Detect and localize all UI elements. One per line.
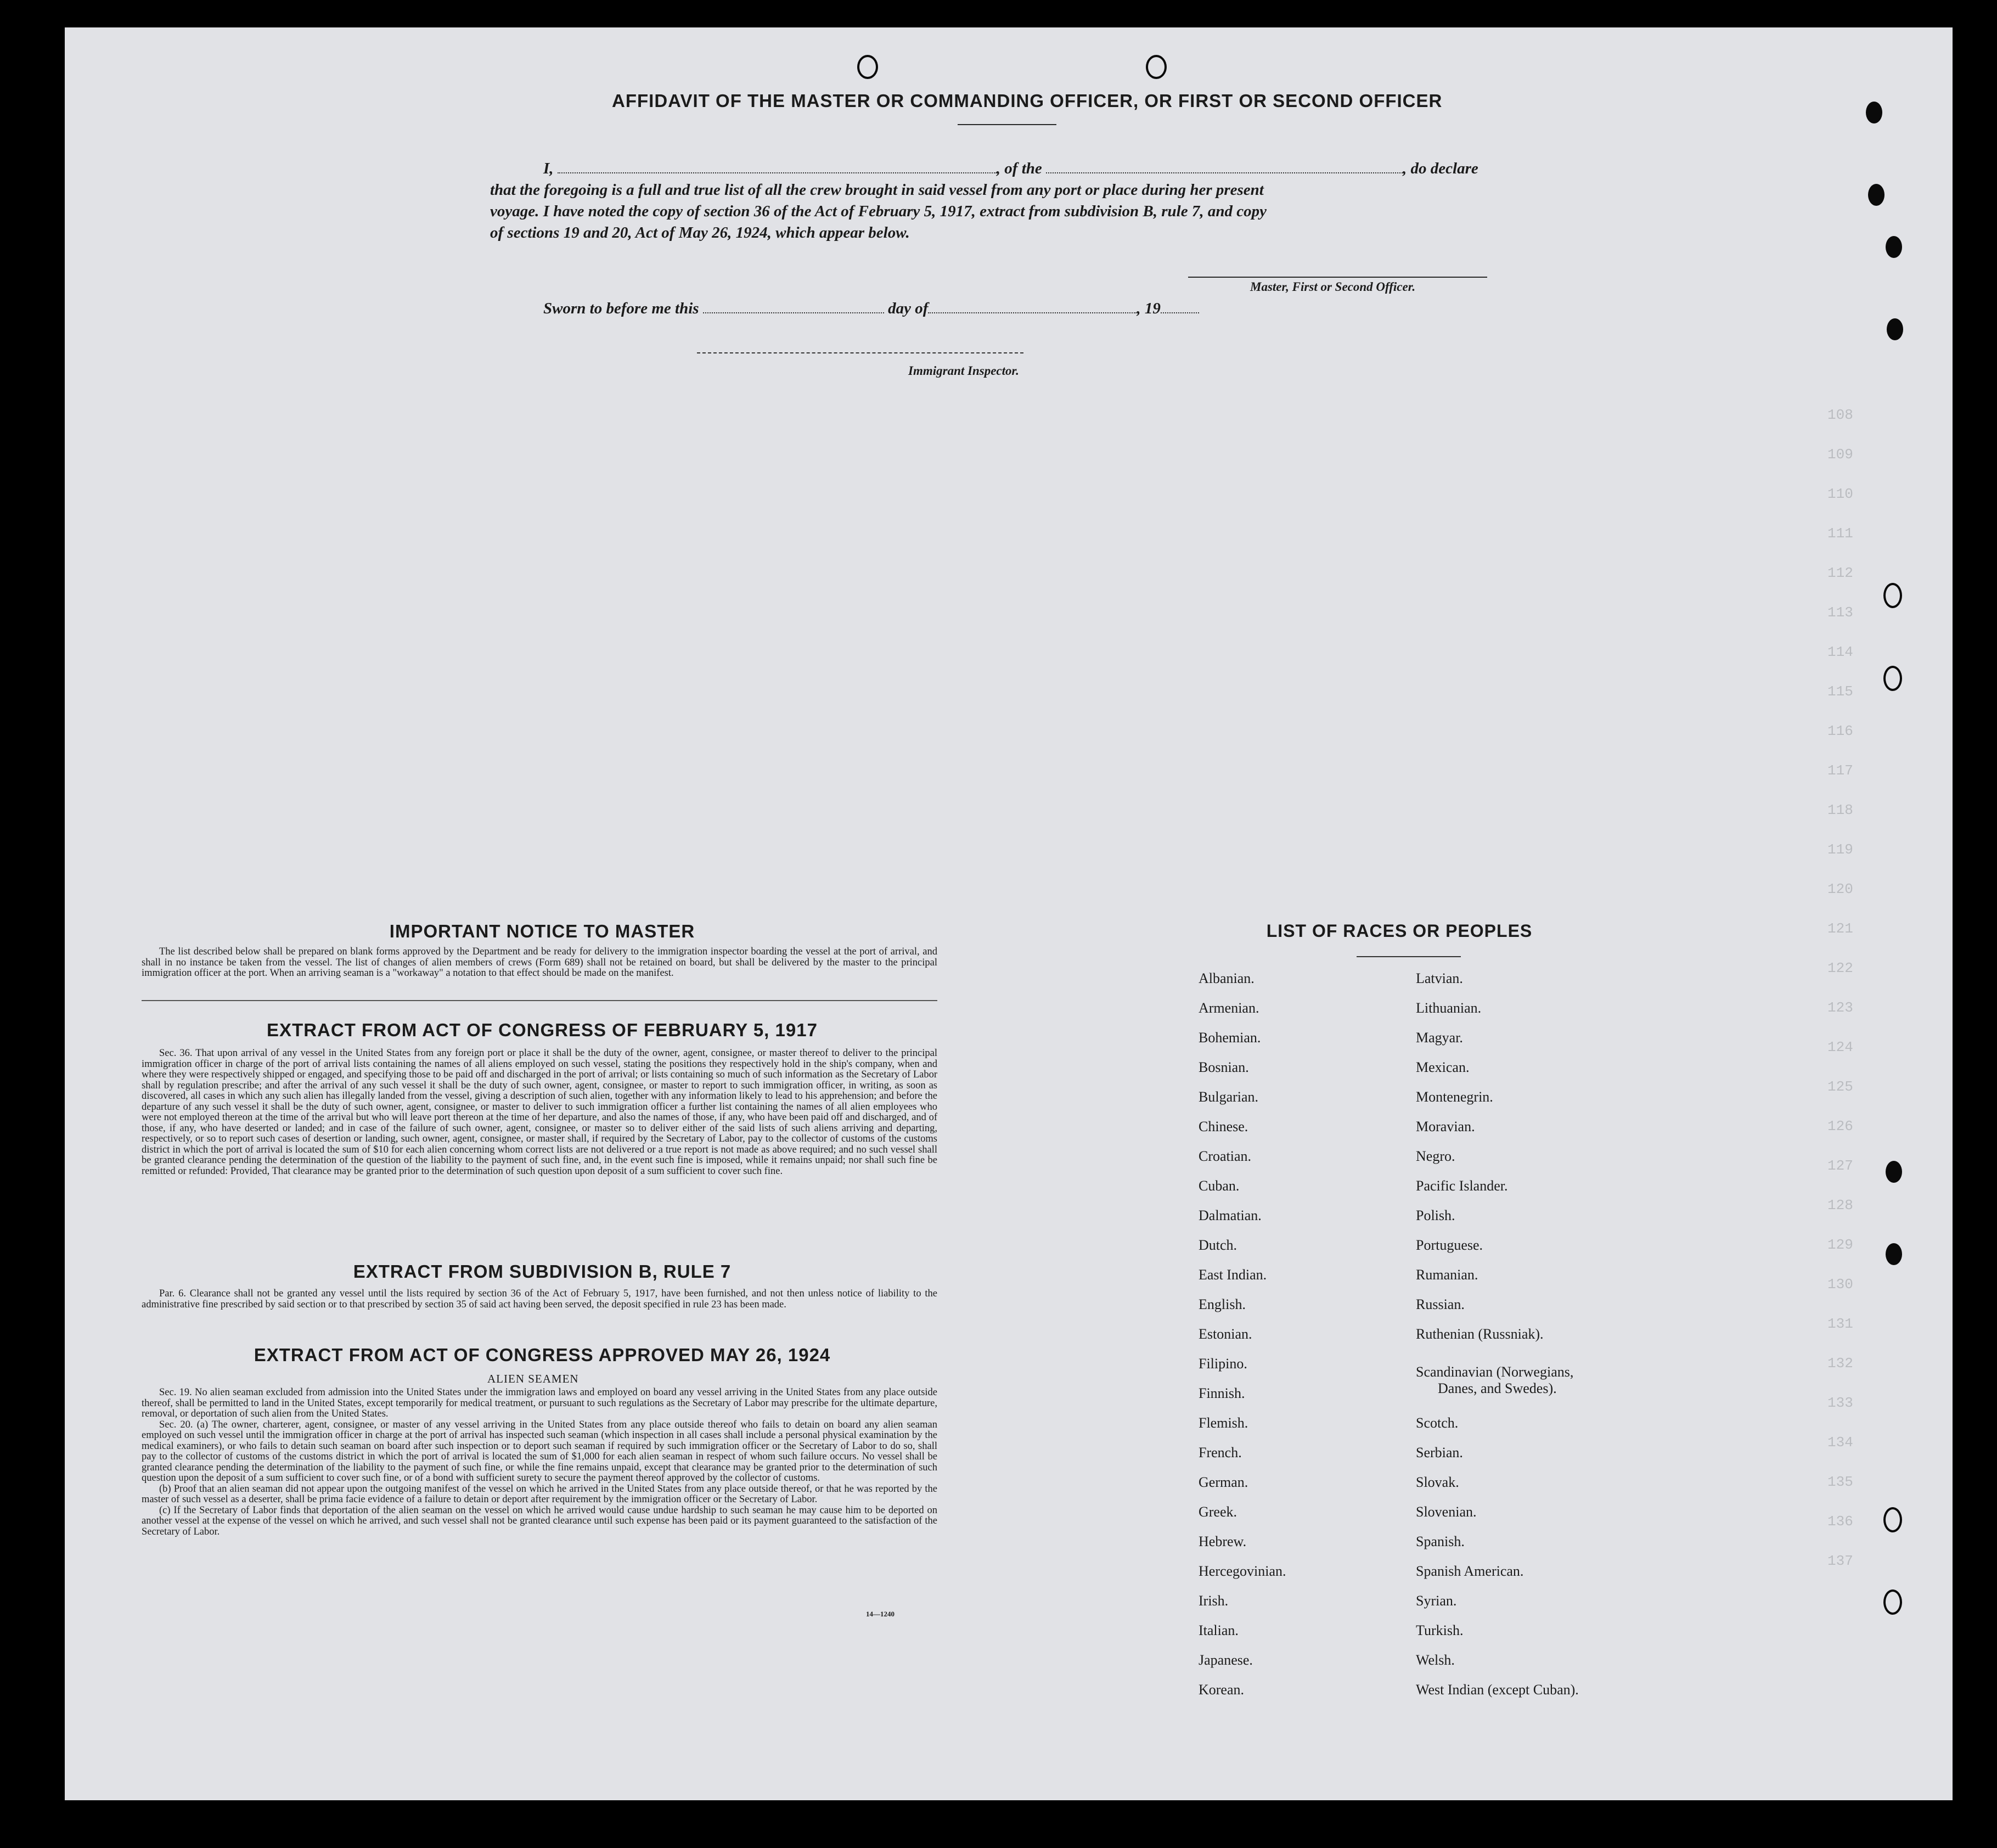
sworn-year-field[interactable] xyxy=(1161,299,1199,313)
extract-1924-text xyxy=(142,1388,937,1537)
race-item: Portuguese. xyxy=(1416,1237,1483,1253)
extract-1924-title: EXTRACT FROM ACT OF CONGRESS APPROVED MAY 26, 1924 xyxy=(254,1345,831,1365)
race-item: Polish. xyxy=(1416,1207,1455,1223)
race-item: Moravian. xyxy=(1416,1119,1475,1134)
punch-hole-icon xyxy=(1886,1243,1902,1265)
notice-text xyxy=(142,947,937,979)
race-item: Montenegrin. xyxy=(1416,1089,1493,1105)
sworn-month-field[interactable] xyxy=(928,299,1137,313)
race-item: Bulgarian. xyxy=(1199,1089,1259,1105)
race-item: Negro. xyxy=(1416,1148,1455,1164)
race-item: Croatian. xyxy=(1199,1148,1252,1164)
sec20c-paragraph: (c) If the Secretary of Labor finds that deportation of the alien seaman on the vessel on which he arrived would cause undue hardship to such seaman he may cause him to be deported on another vessel at the expense of the vessel on which he arrived, and such vessel shall not be granted clearance until such expense has been paid or its payment guaranteed to the satisfaction of the Secretary of Labor. xyxy=(142,1504,937,1537)
race-item: Dalmatian. xyxy=(1199,1207,1262,1223)
race-item: Slovak. xyxy=(1416,1474,1459,1490)
race-item: Syrian. xyxy=(1416,1593,1457,1609)
affidavit-title-rule xyxy=(958,124,1056,125)
extract-1917-text xyxy=(142,1048,937,1177)
sworn-day-field[interactable] xyxy=(703,299,884,313)
punch-ring-icon xyxy=(1883,1589,1902,1615)
of-the-label: , of the xyxy=(996,160,1042,177)
affidavit-line-3: of sections 19 and 20, Act of May 26, 1924, which appear below. xyxy=(490,224,910,241)
punch-hole-icon xyxy=(1886,236,1902,258)
punch-hole-icon xyxy=(1887,318,1903,340)
affidavit-line-2: voyage. I have noted the copy of section 36 of the Act of February 5, 1917, extract from subdivision B, rule 7, and copy xyxy=(490,203,1267,220)
race-item: Welsh. xyxy=(1416,1652,1455,1668)
race-item: Rumanian. xyxy=(1416,1267,1478,1283)
races-title-rule xyxy=(1357,956,1461,957)
race-item: Italian. xyxy=(1199,1622,1239,1638)
race-item: Flemish. xyxy=(1199,1415,1248,1431)
sworn-line xyxy=(543,298,1199,319)
par6-paragraph: Par. 6. Clearance shall not be granted any vessel until the lists required by section 36 of the Act of February 5, 1917, have been furnished, and not then unless notice of liability to the administrative fine prescribed by said section or to that prescribed by section 35 of said act having been served, the deposit specified in rule 23 has been made. xyxy=(142,1288,937,1310)
race-item: Japanese. xyxy=(1199,1652,1253,1668)
race-item: Cuban. xyxy=(1199,1178,1240,1194)
extract-rule7-text xyxy=(142,1289,937,1310)
alien-seamen-subtitle: ALIEN SEAMEN xyxy=(487,1372,579,1385)
race-item: English. xyxy=(1199,1296,1246,1312)
race-item: Finnish. xyxy=(1199,1385,1245,1401)
race-item: Greek. xyxy=(1199,1504,1237,1520)
do-declare-label: , do declare xyxy=(1403,160,1478,177)
race-item: Hercegovinian. xyxy=(1199,1563,1286,1579)
race-item-continued: Danes, and Swedes). xyxy=(1438,1380,1557,1396)
inspector-signature-label: Immigrant Inspector. xyxy=(908,364,1019,378)
sec20b-paragraph: (b) Proof that an alien seaman did not appear upon the outgoing manifest of the vessel on which he arrived in the United States from any place outside thereof, or that he was reported by the master of such vessel as a deserter, shall be prima facie evidence of a failure to detain or deport after requirement by the immigration officer or the Secretary of Labor. xyxy=(142,1483,937,1505)
race-item: Dutch. xyxy=(1199,1237,1237,1253)
race-item: Slovenian. xyxy=(1416,1504,1477,1520)
race-item: Irish. xyxy=(1199,1593,1229,1609)
name-field[interactable] xyxy=(558,159,997,173)
sec36-paragraph: Sec. 36. That upon arrival of any vessel in the United States from any foreign port or place it shall be the duty of the owner, agent, consignee, or master thereof to deliver to the principal immigration officer in charge of the port of arrival lists containing the names of all aliens employed on such vessel, stating the positions they respectively hold in the ship's company, when and where they were respectively shipped or engaged, and specifying those to be paid off and discharged in the port of arrival; or lists containing so much of such information as the Secretary of Labor shall by regulation prescribe; and after the arrival of any such vessel it shall be the duty of such owner, agent, consignee, or master to report to such immigration officer, in writing, as soon as discovered, all cases in which any such alien has illegally landed from the vessel, giving a description of such alien, together with any information likely to lead to his apprehension; and before the departure of any such vessel it shall be the duty of such owner, agent, consignee, or master to deliver to such immigration officer a further list containing the names of all alien employees who were not employed thereon at the time of the arrival but who will leave port thereon at the time of her departure, and also the names of those, if any, who have been paid off and discharged, and of those, if any, who have deserted or landed; and in case of the failure of such owner, agent, consignee, or master so to deliver either of the said lists of such aliens arriving and departing, respectively, or so to report such cases of desertion or landing, such owner, agent, consignee, or master shall, if required by the Secretary of Labor, pay to the collector of customs of the customs district in which the port of arrival is located the sum of $10 for each alien concerning whom correct lists are not delivered or a true report is not made as above required; and no such vessel shall be granted clearance pending the determination of the question of the liability to the payment of such fine, and, in the event such fine is imposed, while it remains unpaid; nor shall such fine be remitted or refunded: Provided, That clearance may be granted prior to the determination of such question upon deposit of a sum sufficient to cover such fine. xyxy=(142,1048,937,1177)
race-item: Lithuanian. xyxy=(1416,1000,1482,1016)
race-item: Bosnian. xyxy=(1199,1059,1249,1075)
master-signature-line[interactable] xyxy=(1188,277,1487,278)
i-label: I, xyxy=(543,160,554,177)
race-item: Russian. xyxy=(1416,1296,1465,1312)
race-item: Chinese. xyxy=(1199,1119,1248,1134)
race-item: Latvian. xyxy=(1416,970,1463,986)
day-of-label: day of xyxy=(888,300,929,317)
race-item: Bohemian. xyxy=(1199,1030,1261,1046)
race-item: Serbian. xyxy=(1416,1445,1463,1461)
punch-ring-icon xyxy=(857,55,878,79)
notice-rule xyxy=(142,1000,937,1001)
year-prefix: , 19 xyxy=(1137,300,1161,317)
sworn-label: Sworn to before me this xyxy=(543,300,699,317)
extract-1917-title: EXTRACT FROM ACT OF CONGRESS OF FEBRUARY 5, 1917 xyxy=(267,1020,818,1040)
affidavit-title: AFFIDAVIT OF THE MASTER OR COMMANDING OFFICER, OR FIRST OR SECOND OFFICER xyxy=(612,91,1443,111)
race-item: Scandinavian (Norwegians, xyxy=(1416,1364,1574,1380)
race-item: Estonian. xyxy=(1199,1326,1252,1342)
punch-ring-icon xyxy=(1883,1507,1902,1532)
race-item: Hebrew. xyxy=(1199,1534,1247,1549)
race-item: Filipino. xyxy=(1199,1356,1247,1372)
vessel-field[interactable] xyxy=(1046,159,1403,173)
form-number: 14—1240 xyxy=(866,1610,895,1618)
extract-rule7-title: EXTRACT FROM SUBDIVISION B, RULE 7 xyxy=(353,1261,732,1282)
race-item: West Indian (except Cuban). xyxy=(1416,1682,1579,1698)
punch-hole-icon xyxy=(1868,184,1885,206)
bleed-through-row-numbers: 108 109 110 111 112 113 114 115 116 117 118 119 120 121 122 123 124 125 126 127 128 129 130 131 132 133 134 135 136 137 xyxy=(1827,407,1853,1569)
notice-title: IMPORTANT NOTICE TO MASTER xyxy=(389,921,695,941)
race-item: Spanish American. xyxy=(1416,1563,1524,1579)
race-item: Magyar. xyxy=(1416,1030,1463,1046)
race-item: Spanish. xyxy=(1416,1534,1465,1549)
punch-ring-icon xyxy=(1883,666,1902,691)
sec19-paragraph: Sec. 19. No alien seaman excluded from admission into the United States under the immigration laws and employed on board any vessel arriving in the United States from any place outside thereof, shall be permitted to land in the United States, except temporarily for medical treatment, or pursuant to such regulations as the Secretary of Labor may prescribe for the ultimate departure, removal, or deportation of such alien from the United States. xyxy=(142,1387,937,1419)
punch-hole-icon xyxy=(1866,102,1882,123)
race-item: Albanian. xyxy=(1199,970,1255,986)
race-item: Ruthenian (Russniak). xyxy=(1416,1326,1544,1342)
races-title: LIST OF RACES OR PEOPLES xyxy=(1266,921,1533,941)
race-item: Korean. xyxy=(1199,1682,1245,1698)
punch-hole-icon xyxy=(1886,1161,1902,1183)
notice-paragraph: The list described below shall be prepared on blank forms approved by the Department and be ready for delivery to the immigration inspector boarding the vessel at the port of arrival, and shall in no instance be taken from the vessel. The list of changes of alien members of crews (Form 689) shall not be retained on board, but shall be delivered by the master to the principal immigration officer at the port. When an arriving seaman is a "workaway" a notation to that effect should be made on the manifest. xyxy=(142,946,937,979)
race-item: Pacific Islander. xyxy=(1416,1178,1508,1194)
affidavit-line-0 xyxy=(543,158,1478,179)
affidavit-line-1: that the foregoing is a full and true list of all the crew brought in said vessel from any port or place during her present xyxy=(490,181,1264,199)
race-item: Mexican. xyxy=(1416,1059,1470,1075)
punch-ring-icon xyxy=(1146,55,1167,79)
master-signature-label: Master, First or Second Officer. xyxy=(1250,280,1416,294)
race-item: Turkish. xyxy=(1416,1622,1464,1638)
punch-ring-icon xyxy=(1883,583,1902,608)
race-item: East Indian. xyxy=(1199,1267,1267,1283)
inspector-signature-line[interactable] xyxy=(697,352,1023,353)
race-item: Scotch. xyxy=(1416,1415,1459,1431)
race-item: German. xyxy=(1199,1474,1248,1490)
sec20a-paragraph: Sec. 20. (a) The owner, charterer, agent, consignee, or master of any vessel arriving in the United States from any place outside thereof who fails to detain on board any alien seaman employed on such vessel until the immigration officer in charge at the port of arrival has inspected such seaman (which inspection in all cases shall include a personal physical examination by the medical examiners), or who fails to detain such seaman on board after such inspection or to deport such seaman if required by such immigration officer or the Secretary of Labor to do so, shall pay to the collector of customs of the customs district in which the port of arrival is located the sum of $1,000 for each alien seaman in respect of whom such failure occurs. No vessel shall be granted clearance pending the determination of the liability to the payment of such fine, or while the fine remains unpaid, except that clearance may be granted prior to the determination of such question upon the deposit of a sum sufficient to cover such fine, or of a bond with sufficient surety to secure the payment thereof approved by the collector of customs. xyxy=(142,1419,937,1484)
race-item: Armenian. xyxy=(1199,1000,1259,1016)
race-item: French. xyxy=(1199,1445,1242,1461)
